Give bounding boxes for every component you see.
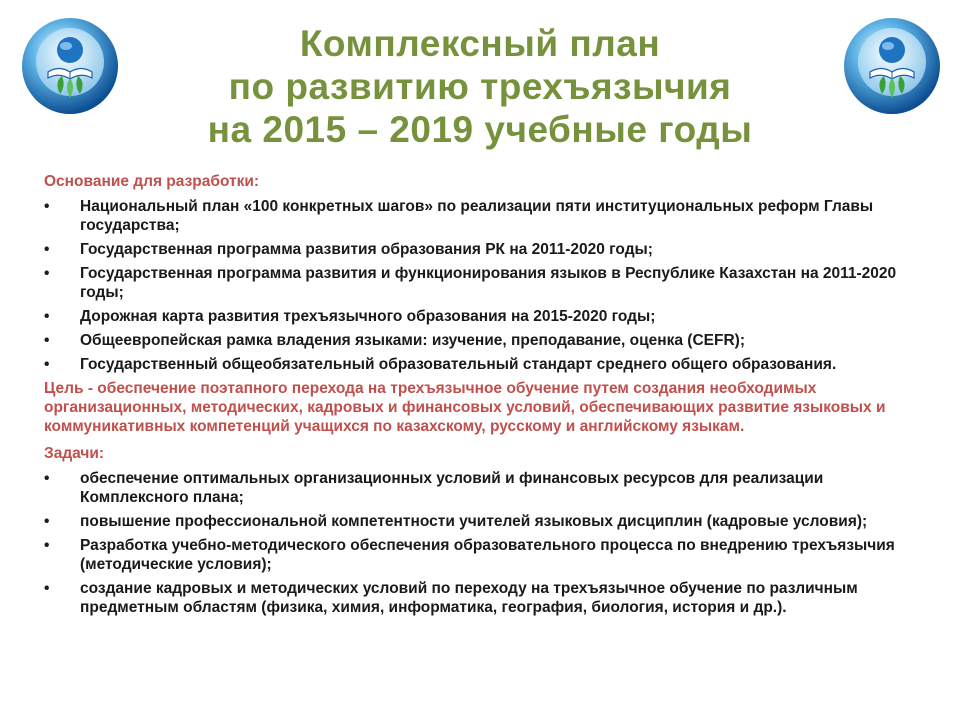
slide-body	[44, 172, 934, 622]
basis-item: • Общеевропейская рамка владения языками: изучение, преподавание, оценка (CEFR);	[44, 331, 934, 350]
emblem-logo-right	[842, 16, 942, 116]
task-item: • повышение профессиональной компетентности учителей языковых дисциплин (кадровые условия);	[44, 512, 934, 531]
title-line-1: Комплексный план	[299, 23, 661, 64]
basis-item: • Государственная программа развития образования РК на 2011-2020 годы;	[44, 240, 934, 259]
basis-item: • Национальный план «100 конкретных шагов» по реализации пяти институциональных реформ Главы государства;	[44, 197, 934, 235]
basis-item: • Дорожная карта развития трехъязычного образования на 2015-2020 годы;	[44, 307, 934, 326]
emblem-logo-left	[20, 16, 120, 116]
basis-heading: Основание для разработки:	[44, 173, 260, 190]
goal-paragraph: Цель - обеспечение поэтапного перехода на трехъязычное обучение путем создания необходимых организационных, методических, кадровых и финансовых условий, обеспечивающих развитие языковых и коммуникативных компетенций учащихся по казахскому, русскому и английскому языкам.	[44, 380, 886, 435]
title-line-2: по развитию трехъязычия	[228, 66, 732, 107]
basis-item: • Государственная программа развития и функционирования языков в Республике Казахстан на 2011-2020 годы;	[44, 264, 934, 302]
slide-title	[140, 22, 820, 151]
basis-list	[44, 197, 934, 374]
task-item: • обеспечение оптимальных организационных условий и финансовых ресурсов для реализации Комплексного плана;	[44, 469, 934, 507]
tasks-list	[44, 469, 934, 617]
task-item: • Разработка учебно-методического обеспечения образовательного процесса по внедрению трехъязычия (методические условия);	[44, 536, 934, 574]
basis-item: • Государственный общеобязательный образовательный стандарт среднего общего образования.	[44, 355, 934, 374]
task-item: • создание кадровых и методических условий по переходу на трехъязычное обучение по различным предметным областям (физика, химия, информатика, география, биология, история и др.).	[44, 579, 934, 617]
title-line-3: на 2015 – 2019 учебные годы	[207, 109, 753, 150]
tasks-heading: Задачи:	[44, 445, 105, 462]
